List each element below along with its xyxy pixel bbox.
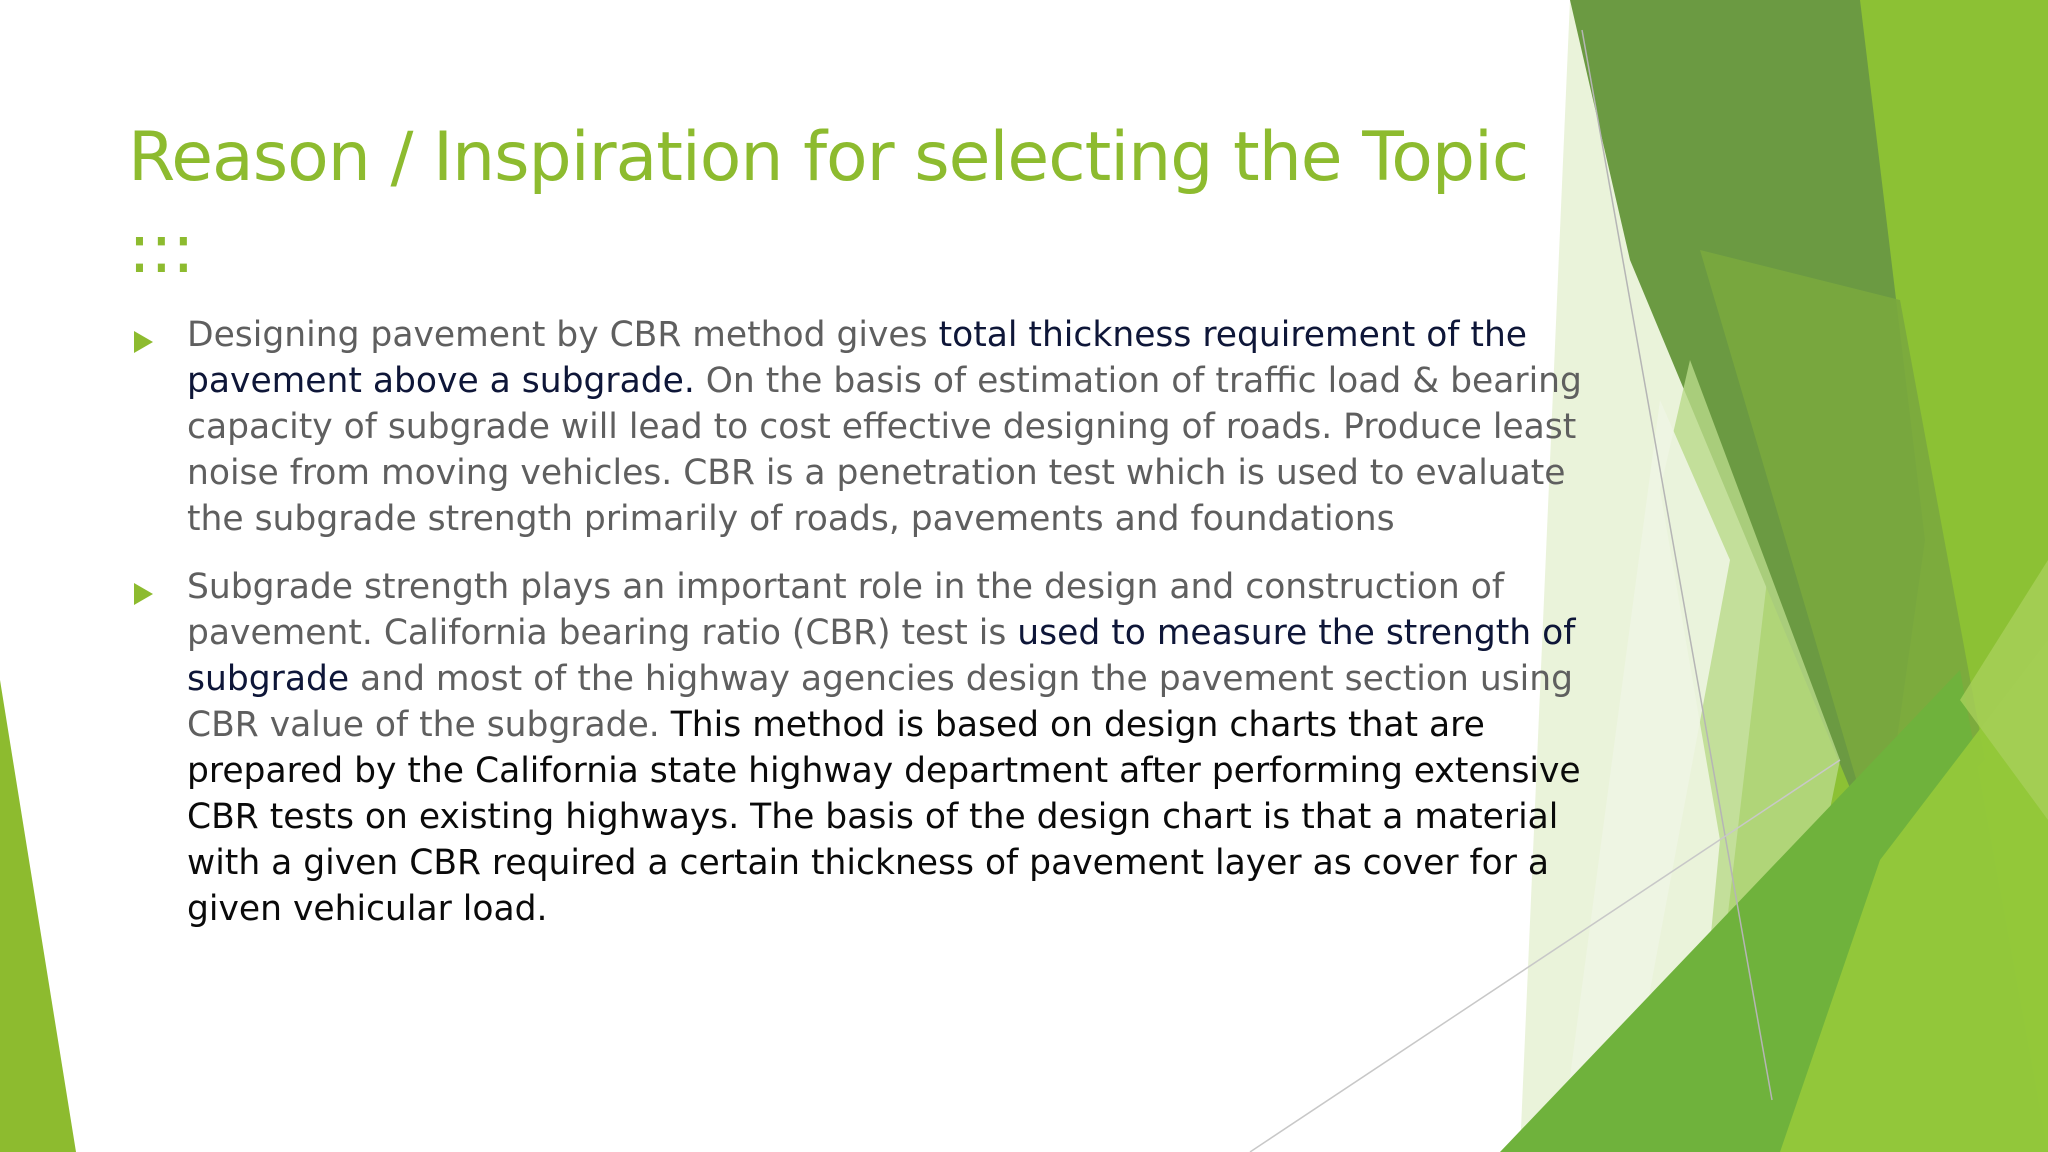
triangle-right-icon xyxy=(134,583,153,605)
bullet-text xyxy=(187,312,1588,542)
triangle-right-icon xyxy=(134,331,153,353)
bullet-text-segment: On the basis of estimation of traffic load & bearing capacity of subgrade will lead to cost effective designing of roads. Produce least noise from moving vehicles. CBR is a penetration test which is used to evaluate the subgrade strength primarily of roads, pavements and foundations xyxy=(187,361,1582,539)
bullet-item xyxy=(128,564,1588,932)
bullet-emphasis-segment: used to measure the strength of subgrade xyxy=(187,613,1576,699)
bullet-dark-segment: This method is based on design charts that are prepared by the California state highway department after performing extensive CBR tests on existing highways. The basis of the design chart is that a material with a given CBR required a certain thickness of pavement layer as cover for a given vehicular load. xyxy=(187,705,1581,929)
slide-title: Reason / Inspiration for selecting the Topic ::: xyxy=(128,118,1529,289)
bullet-text-segment: and most of the highway agencies design the pavement section using CBR value of the subgrade. xyxy=(187,659,1574,745)
bullet-list xyxy=(128,312,1588,954)
bullet-emphasis-segment: total thickness requirement of the pavement above a subgrade. xyxy=(187,315,1528,401)
bullet-text xyxy=(187,564,1588,932)
bullet-text-segment: Subgrade strength plays an important role in the design and construction of pavement. California bearing ratio (CBR) test is xyxy=(187,567,1504,653)
bullet-item xyxy=(128,312,1588,542)
left-green-sliver xyxy=(0,680,76,1152)
bullet-text-segment: Designing pavement by CBR method gives xyxy=(187,315,939,355)
